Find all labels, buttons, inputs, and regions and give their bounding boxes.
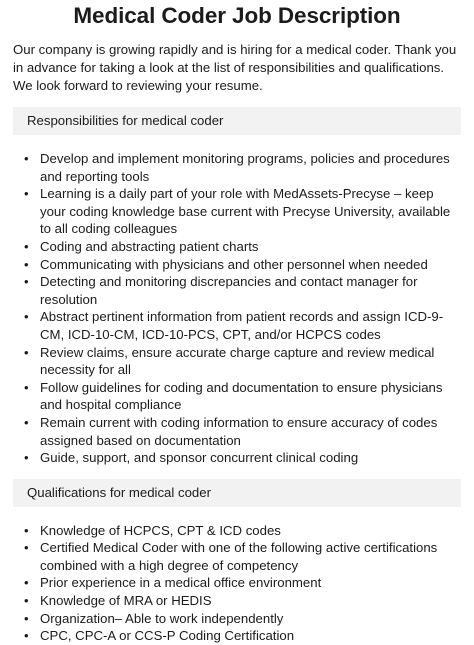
page-title: Medical Coder Job Description	[73, 3, 401, 28]
bullet-icon: •	[24, 274, 29, 290]
list-item	[0, 539, 474, 574]
bullet-icon: •	[24, 151, 29, 166]
list-item	[0, 238, 474, 256]
list-item-text: Learning is a daily part of your role with MedAssets-Precyse – keep your coding knowledge base current with Precyse University, available to all coding colleagues	[40, 186, 451, 237]
list-item	[0, 414, 474, 449]
bullet-icon: •	[24, 256, 29, 272]
list-item	[0, 379, 474, 414]
list-item	[0, 627, 474, 645]
list-item-text: Guide, support, and sponsor concurrent clinical coding	[40, 450, 359, 466]
list-item-text: Remain current with coding information to ensure accuracy of codes assigned based on documentation	[40, 414, 438, 448]
list-item-text: Certified Medical Coder with one of the following active certifications combined with a high degree of competency	[40, 540, 438, 573]
list-item	[0, 574, 474, 592]
list-item	[0, 522, 474, 540]
intro-paragraph: Our company is growing rapidly and is hiring for a medical coder. Thank you in advance for taking a look at the list of responsibilities and qualifications. We look forward to reviewing your resume.	[13, 42, 457, 93]
list-item	[0, 256, 474, 274]
bullet-icon: •	[24, 379, 29, 395]
bullet-icon: •	[24, 344, 29, 360]
bullet-icon: •	[24, 186, 29, 202]
responsibilities-list	[0, 150, 474, 467]
qualifications-heading: Qualifications for medical coder	[13, 479, 461, 507]
bullet-icon: •	[24, 593, 29, 609]
bullet-icon: •	[24, 309, 29, 325]
bullet-icon: •	[24, 575, 29, 591]
list-item	[0, 150, 474, 185]
list-item	[0, 449, 474, 467]
list-item-text: Communicating with physicians and other personnel when needed	[40, 256, 428, 272]
bullet-icon: •	[24, 628, 29, 644]
bullet-icon: •	[24, 522, 29, 538]
list-item-text: Knowledge of MRA or HEDIS	[40, 593, 212, 609]
list-item-text: Develop and implement monitoring programs, policies and procedures and reporting tools	[40, 151, 450, 184]
bullet-icon: •	[24, 414, 29, 430]
list-item	[0, 610, 474, 628]
list-item	[0, 344, 474, 379]
list-item-text: Review claims, ensure accurate charge capture and review medical necessity for all	[40, 344, 435, 378]
responsibilities-heading: Responsibilities for medical coder	[13, 107, 461, 135]
list-item-text: Follow guidelines for coding and documentation to ensure physicians and hospital compliance	[40, 379, 443, 413]
bullet-icon: •	[24, 238, 29, 254]
list-item	[0, 592, 474, 610]
list-item	[0, 185, 474, 238]
list-item-text: Abstract pertinent information from patient records and assign ICD-9-CM, ICD-10-CM, ICD-10-PCS, CPT, and/or HCPCS codes	[40, 309, 444, 342]
bullet-icon: •	[24, 540, 29, 556]
list-item	[0, 308, 474, 343]
list-item-text: Detecting and monitoring discrepancies and contact manager for resolution	[40, 274, 418, 307]
list-item-text: Knowledge of HCPCS, CPT & ICD codes	[40, 522, 281, 538]
list-item-text: CPC, CPC-A or CCS-P Coding Certification	[40, 628, 295, 644]
bullet-icon: •	[24, 610, 29, 626]
list-item	[0, 273, 474, 308]
qualifications-list	[0, 522, 474, 645]
list-item-text: Coding and abstracting patient charts	[40, 238, 259, 254]
list-item-text: Organization– Able to work independently	[40, 610, 284, 626]
bullet-icon: •	[24, 450, 29, 466]
list-item-text: Prior experience in a medical office environment	[40, 575, 322, 591]
